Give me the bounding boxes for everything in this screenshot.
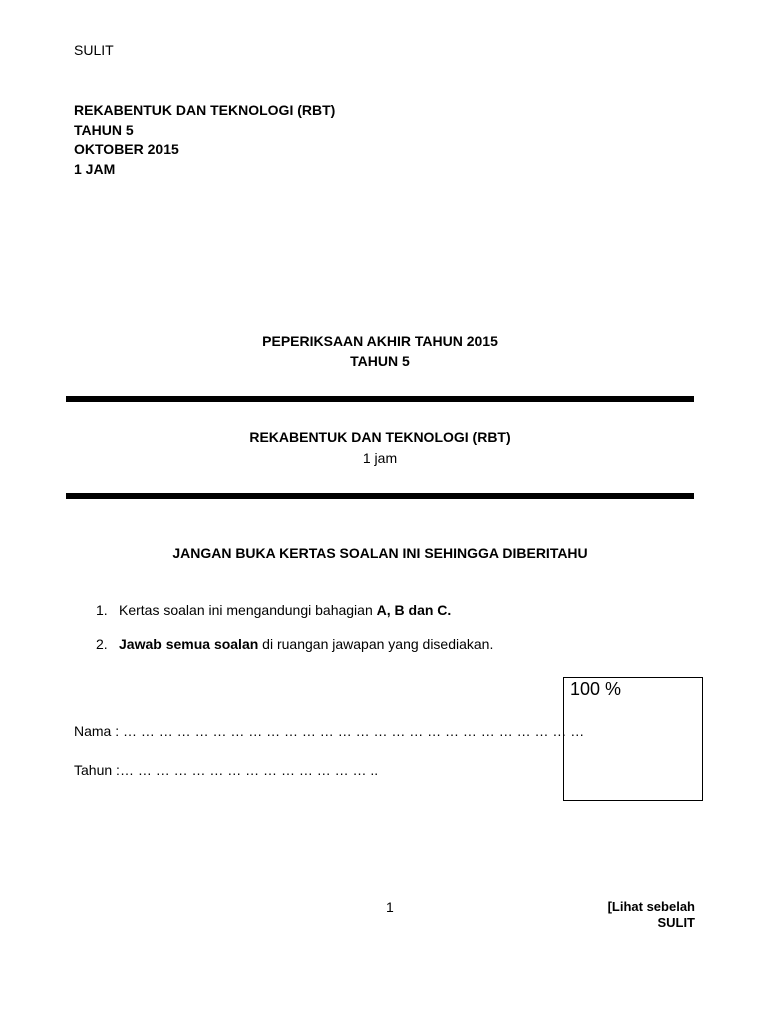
name-label: Nama : bbox=[74, 723, 124, 739]
subject-title: REKABENTUK DAN TEKNOLOGI (RBT) bbox=[249, 429, 511, 445]
instruction-text: di ruangan jawapan yang disediakan. bbox=[258, 636, 494, 652]
instruction-bold: A, B dan C. bbox=[376, 602, 452, 618]
score-label: 100 % bbox=[570, 679, 622, 699]
year-dots: … … … … … … … … … … … … … … .. bbox=[119, 762, 379, 778]
name-field[interactable] bbox=[74, 723, 584, 739]
classification-bottom: SULIT bbox=[657, 915, 695, 930]
instruction-item bbox=[96, 602, 493, 620]
year-field[interactable] bbox=[74, 762, 378, 778]
instruction-number: 2. bbox=[96, 636, 108, 652]
year-label: Tahun : bbox=[74, 762, 120, 778]
name-dots: … … … … … … … … … … … … … … … … … … … … … … … … … … bbox=[123, 723, 585, 739]
instruction-bold: Jawab semua soalan bbox=[119, 636, 259, 652]
exam-title: PEPERIKSAAN AKHIR TAHUN 2015 bbox=[262, 333, 498, 349]
header-month: OKTOBER 2015 bbox=[74, 141, 179, 157]
header-year: TAHUN 5 bbox=[74, 121, 134, 138]
exam-year: TAHUN 5 bbox=[350, 353, 410, 369]
header-duration: 1 JAM bbox=[74, 160, 116, 177]
document-header bbox=[74, 101, 335, 179]
subject-duration: 1 jam bbox=[362, 450, 398, 466]
header-subject: REKABENTUK DAN TEKNOLOGI (RBT) bbox=[74, 102, 336, 118]
instruction-item bbox=[96, 636, 493, 654]
instructions-list bbox=[96, 602, 493, 654]
top-rule bbox=[66, 396, 694, 402]
instruction-text: Kertas soalan ini mengandungi bahagian bbox=[119, 602, 377, 618]
classification-top: SULIT bbox=[74, 42, 114, 58]
footer-right bbox=[520, 899, 695, 931]
score-box bbox=[563, 677, 703, 801]
page-number: 1 bbox=[386, 899, 394, 915]
warning-text: JANGAN BUKA KERTAS SOALAN INI SEHINGGA DIBERITAHU bbox=[172, 545, 588, 561]
instruction-number: 1. bbox=[96, 602, 108, 618]
bottom-rule bbox=[66, 493, 694, 499]
next-page-note: [Lihat sebelah bbox=[607, 899, 695, 914]
